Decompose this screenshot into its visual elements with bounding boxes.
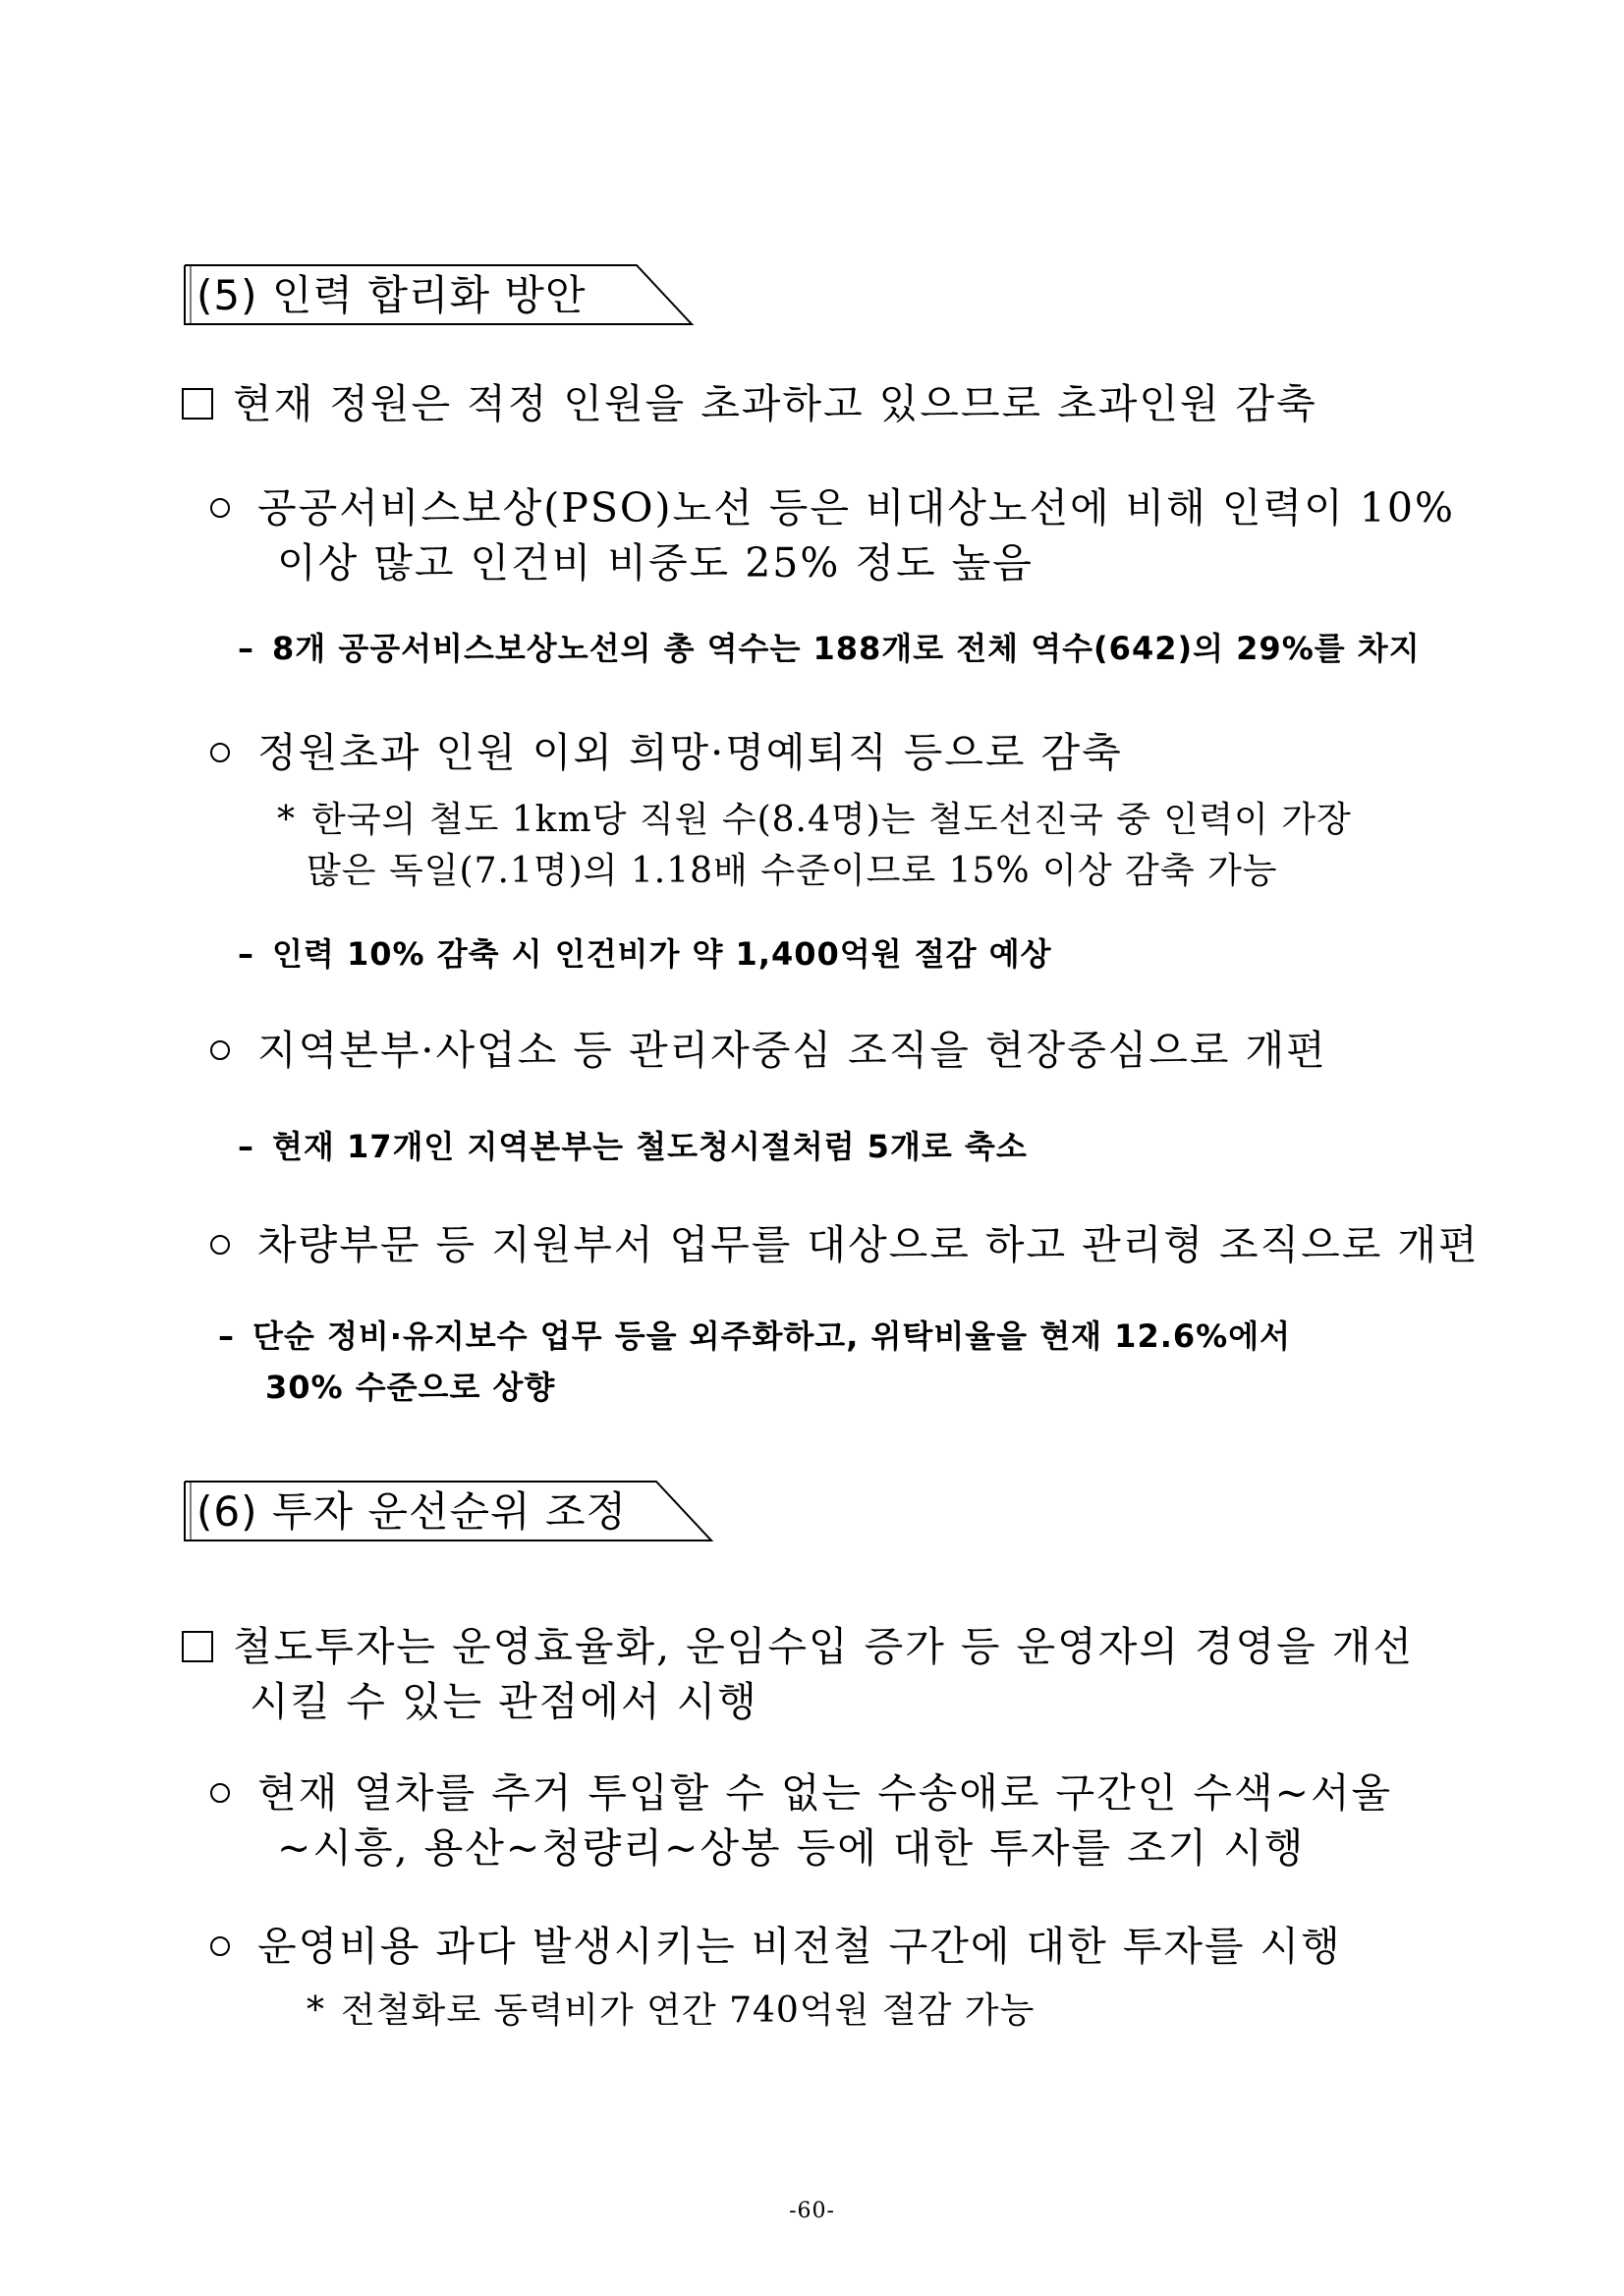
checkbox-square-icon [182, 388, 213, 420]
section-5-bullet-4 [210, 1212, 1480, 1270]
section-5-bullet-2-note [277, 792, 1352, 842]
circle-bullet-icon [210, 1040, 230, 1060]
dash-marker: – [238, 630, 254, 667]
bullet-text: 현재 열차를 추거 투입할 수 없는 수송애로 구간인 수색~서울 [257, 1769, 1393, 1817]
section-5-bullet-3 [210, 1018, 1327, 1076]
section-5-bullet-1-cont: 이상 많고 인건비 비중도 25% 정도 높음 [277, 539, 1034, 587]
section-5-bullet-4-dash-cont: 30% 수준으로 상향 [265, 1369, 556, 1406]
section-5-bullet-2 [210, 720, 1123, 778]
circle-bullet-icon [210, 1936, 230, 1956]
section-5-bullet-2-dash [238, 929, 1052, 975]
dash-text: 8개 공공서비스보상노선의 총 역수는 188개로 전체 역수(642)의 29%를 차지 [272, 630, 1421, 667]
section-5-bullet-2-note-cont: 많은 독일(7.1명)의 1.18배 수준이므로 15% 이상 감축 가능 [307, 851, 1278, 891]
section-6-heading-cont: 시킬 수 있는 관점에서 시행 [250, 1678, 758, 1725]
section-5-bullet-4-dash [218, 1312, 1291, 1357]
section-6-bullet-2-note [307, 1983, 1035, 2033]
circle-bullet-icon [210, 1235, 230, 1255]
note-marker: * [277, 800, 296, 840]
section-5-bullet-1 [210, 476, 1455, 533]
dash-marker: – [238, 935, 254, 973]
bullet-text: 정원초과 인원 이외 희망·명예퇴직 등으로 감축 [257, 729, 1123, 776]
bullet-text: 공공서비스보상(PSO)노선 등은 비대상노선에 비해 인력이 10% [257, 484, 1455, 532]
bullet-text: 운영비용 과다 발생시키는 비전철 구간에 대한 투자를 시행 [257, 1923, 1342, 1970]
section-6-bullet-1 [210, 1761, 1392, 1819]
note-text: 전철화로 동력비가 연간 740억원 절감 가능 [341, 1990, 1036, 2031]
dash-text: 인력 10% 감축 시 인건비가 약 1,400억원 절감 예상 [272, 935, 1052, 973]
section-6-bullet-2 [210, 1914, 1342, 1972]
note-text: 한국의 철도 1km당 직원 수(8.4명)는 철도선진국 중 인력이 가장 [311, 800, 1352, 840]
dash-marker: – [238, 1128, 254, 1165]
section-5-bullet-3-dash [238, 1122, 1028, 1167]
dash-text: 단순 정비·유지보수 업무 등을 외주화하고, 위탁비율을 현재 12.6%에서 [252, 1317, 1292, 1355]
section-6-heading-text: 철도투자는 운영효율화, 운임수입 증가 등 운영자의 경영을 개선 [233, 1623, 1415, 1670]
bullet-text: 지역본부·사업소 등 관리자중심 조직을 현장중심으로 개편 [257, 1027, 1327, 1074]
page-number: -60- [789, 2199, 835, 2223]
section-6-title: (6) 투자 운선순위 조정 [196, 1487, 628, 1536]
circle-bullet-icon [210, 498, 230, 518]
circle-bullet-icon [210, 743, 230, 762]
checkbox-square-icon [182, 1631, 213, 1662]
section-5-heading-text: 현재 정원은 적정 인원을 초과하고 있으므로 초과인원 감축 [233, 380, 1317, 427]
section-5-heading [182, 371, 1317, 429]
section-5-title: (5) 인력 합리화 방안 [196, 271, 587, 319]
note-marker: * [307, 1990, 325, 2031]
section-6-heading [182, 1614, 1414, 1672]
bullet-text: 차량부문 등 지원부서 업무를 대상으로 하고 관리형 조직으로 개편 [257, 1221, 1480, 1268]
section-5-title-box [185, 265, 696, 326]
dash-marker: – [218, 1317, 235, 1355]
section-5-bullet-1-dash [238, 624, 1421, 669]
circle-bullet-icon [210, 1783, 230, 1803]
dash-text: 현재 17개인 지역본부는 철도청시절처럼 5개로 축소 [272, 1128, 1028, 1165]
section-6-bullet-1-cont: ~시흥, 용산~청량리~상봉 등에 대한 투자를 조기 시행 [277, 1824, 1306, 1872]
